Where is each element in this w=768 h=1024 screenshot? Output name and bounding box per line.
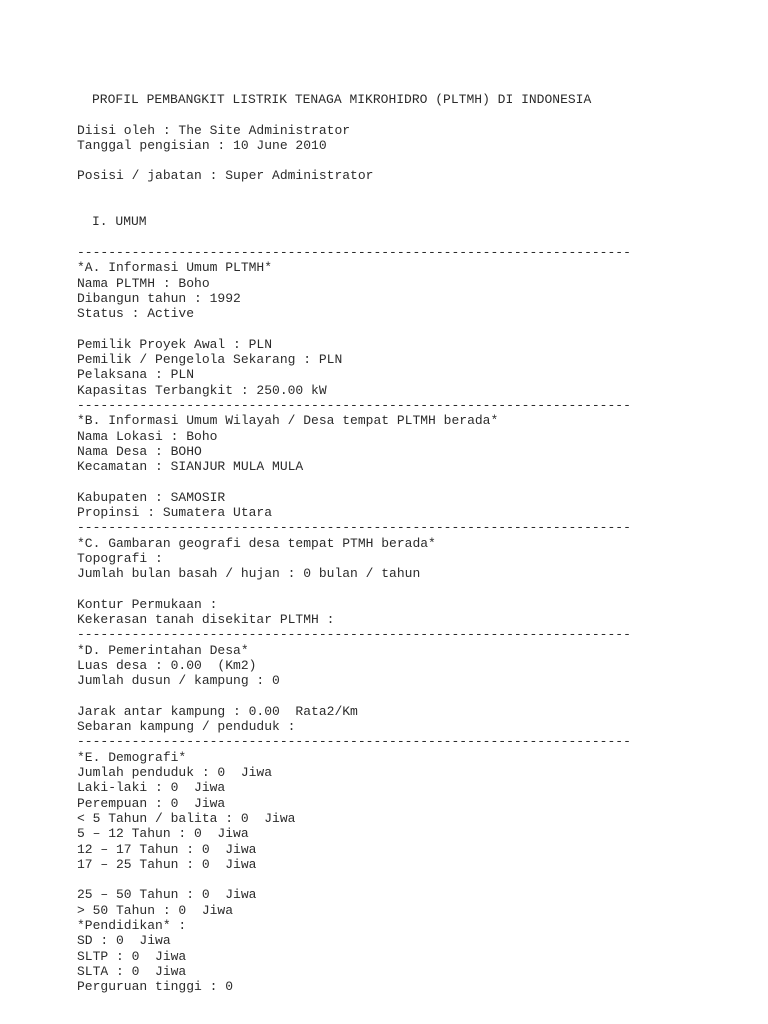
section-d-heading: *D. Pemerintahan Desa* <box>77 642 249 658</box>
field-line: SLTP : 0 Jiwa <box>77 948 187 964</box>
spacer <box>77 230 757 245</box>
field-line: > 50 Tahun : 0 Jiwa <box>77 902 234 918</box>
field-line: Perguruan tinggi : 0 <box>77 979 234 995</box>
document-title: PROFIL PEMBANGKIT LISTRIK TENAGA MIKROHIDRO (PLTMH) DI INDONESIA <box>92 92 592 107</box>
field-line: Topografi : <box>77 550 163 566</box>
spacer <box>77 582 757 597</box>
field-line: Kapasitas Terbangkit : 250.00 kW <box>77 382 327 398</box>
field-line: Jumlah penduduk : 0 Jiwa <box>77 765 273 781</box>
spacer <box>77 153 757 168</box>
field-line: Pemilik / Pengelola Sekarang : PLN <box>77 352 343 368</box>
field-line: 12 – 17 Tahun : 0 Jiwa <box>77 841 257 857</box>
field-line: Laki-laki : 0 Jiwa <box>77 780 226 796</box>
field-line: Perempuan : 0 Jiwa <box>77 795 226 811</box>
section-i-heading: I. UMUM <box>92 214 147 230</box>
field-line: Jumlah bulan basah / hujan : 0 bulan / tahun <box>77 566 421 582</box>
field-line: Sebaran kampung / penduduk : <box>77 719 296 735</box>
field-line: SD : 0 Jiwa <box>77 933 171 949</box>
divider: ----------------------------------------------------------------------- <box>77 244 631 260</box>
spacer <box>77 689 757 704</box>
field-line: Nama Lokasi : Boho <box>77 428 218 444</box>
field-line: Pemilik Proyek Awal : PLN <box>77 336 273 352</box>
education-heading: *Pendidikan* : <box>77 918 187 934</box>
section-a-heading: *A. Informasi Umum PLTMH* <box>77 260 273 276</box>
spacer <box>77 474 757 489</box>
spacer <box>77 184 757 215</box>
section-b-heading: *B. Informasi Umum Wilayah / Desa tempat PLTMH berada* <box>77 413 499 429</box>
field-line: Jumlah dusun / kampung : 0 <box>77 673 280 689</box>
field-line: Kontur Permukaan : <box>77 596 218 612</box>
field-line: Luas desa : 0.00 (Km2) <box>77 657 257 673</box>
field-line: Kekerasan tanah disekitar PLTMH : <box>77 612 335 628</box>
field-line: Kecamatan : SIANJUR MULA MULA <box>77 459 304 475</box>
divider: ----------------------------------------------------------------------- <box>77 627 631 643</box>
field-line: Pelaksana : PLN <box>77 367 195 383</box>
divider: ----------------------------------------------------------------------- <box>77 397 631 413</box>
field-line: Dibangun tahun : 1992 <box>77 290 241 306</box>
field-line: 17 – 25 Tahun : 0 Jiwa <box>77 856 257 872</box>
document-body <box>77 92 757 995</box>
filled-by: Diisi oleh : The Site Administrator <box>77 122 351 138</box>
field-line: Kabupaten : SAMOSIR <box>77 489 226 505</box>
field-line: Jarak antar kampung : 0.00 Rata2/Km <box>77 703 358 719</box>
field-line: 25 – 50 Tahun : 0 Jiwa <box>77 887 257 903</box>
field-line: Nama PLTMH : Boho <box>77 275 210 291</box>
field-line: Status : Active <box>77 306 195 322</box>
field-line: Propinsi : Sumatera Utara <box>77 505 273 521</box>
divider: ----------------------------------------------------------------------- <box>77 734 631 750</box>
field-line: Nama Desa : BOHO <box>77 443 202 459</box>
position: Posisi / jabatan : Super Administrator <box>77 168 374 184</box>
fill-date: Tanggal pengisian : 10 June 2010 <box>77 137 327 153</box>
section-c-heading: *C. Gambaran geografi desa tempat PTMH berada* <box>77 535 436 551</box>
spacer <box>77 107 757 122</box>
field-line: < 5 Tahun / balita : 0 Jiwa <box>77 810 296 826</box>
field-line: SLTA : 0 Jiwa <box>77 963 187 979</box>
field-line: 5 – 12 Tahun : 0 Jiwa <box>77 826 249 842</box>
divider: ----------------------------------------------------------------------- <box>77 520 631 536</box>
section-e-heading: *E. Demografi* <box>77 749 187 765</box>
spacer <box>77 872 757 887</box>
spacer <box>77 321 757 336</box>
